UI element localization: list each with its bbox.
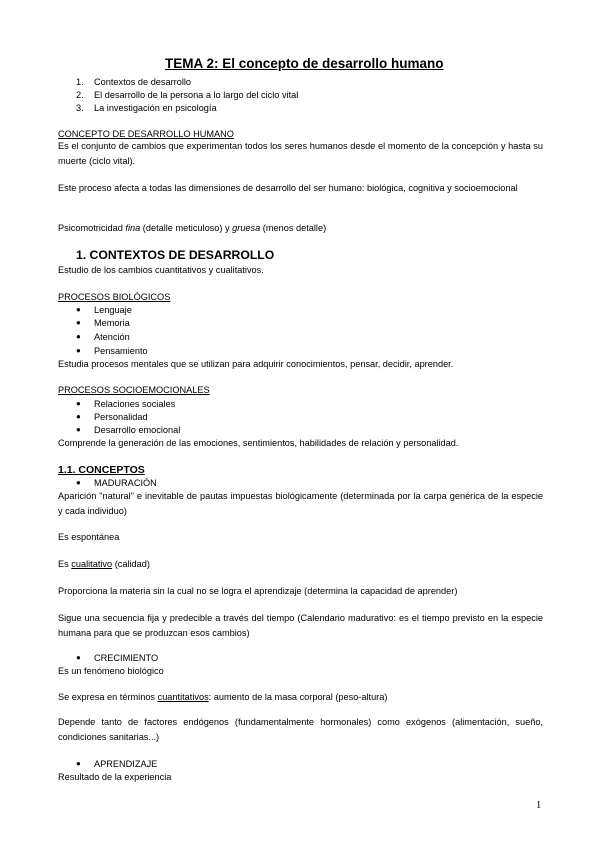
bullet-icon: ●: [76, 332, 81, 341]
bio-summary: Estudia procesos mentales que se utilizan para adquirir conocimientos, pensar, decidir, aprender.: [58, 359, 454, 369]
text-run: (menos detalle): [260, 223, 327, 233]
text-run: Psicomotricidad: [58, 223, 126, 233]
text-run: Se expresa en términos: [58, 692, 158, 702]
toc-text: Contextos de desarrollo: [94, 77, 192, 87]
bullet-icon: ●: [76, 425, 81, 434]
italic-term: fina: [125, 223, 141, 233]
text-run: : aumento de la masa corporal (peso-altura): [208, 692, 388, 702]
toc-item: [76, 89, 299, 101]
psicomotricidad-paragraph: [58, 222, 326, 234]
bullet-icon: ●: [76, 478, 81, 487]
bullet-icon: ●: [76, 318, 81, 327]
crecimiento-paragraph: [58, 691, 387, 703]
toc-item: [76, 76, 192, 88]
maduracion-paragraph: Es espontánea: [58, 532, 120, 542]
toc-item: [76, 102, 217, 114]
crecimiento-paragraph: Depende tanto de factores endógenos (fundamentalmente hormonales) como exógenos (alimentación, sueño, condiciones sanitarias...): [58, 717, 543, 742]
bullet-icon: ●: [76, 412, 81, 421]
section-heading: 1. CONTEXTOS DE DESARROLLO: [76, 248, 275, 262]
section-intro: Estudio de los cambios cuantitativos y cualitativos.: [58, 265, 264, 275]
italic-term: gruesa: [232, 223, 261, 233]
maduracion-paragraph: Proporciona la materia sin la cual no se logra el aprendizaje (determina la capacidad de aprender): [58, 586, 458, 596]
concepto-paragraph: Este proceso afecta a todas las dimensiones de desarrollo del ser humano: biológica, cognitiva y socioemocional: [58, 183, 518, 193]
concept-label-text: APRENDIZAJE: [94, 759, 158, 769]
page-number: 1: [536, 800, 542, 811]
bullet-icon: ●: [76, 399, 81, 408]
maduracion-paragraph: [58, 558, 150, 570]
toc-text: La investigación en psicología: [94, 103, 217, 113]
text-run: (calidad): [112, 559, 150, 569]
concept-label-text: MADURACIÓN: [94, 478, 157, 488]
list-item-text: Memoria: [94, 318, 130, 328]
socio-summary: Comprende la generación de las emociones, sentimientos, habilidades de relación y personalidad.: [58, 438, 459, 448]
list-item-text: Atención: [94, 332, 130, 342]
bullet-icon: ●: [76, 653, 81, 662]
underlined-term: cualitativo: [71, 559, 113, 569]
list-item-text: Personalidad: [94, 412, 148, 422]
concepto-paragraph: Es el conjunto de cambios que experimentan todos los seres humanos desde el momento de la concepción y hasta su muerte (ciclo vital).: [58, 141, 543, 166]
bio-heading: PROCESOS BIOLÓGICOS: [58, 292, 171, 302]
aprendizaje-paragraph: Resultado de la experiencia: [58, 772, 172, 782]
concepto-heading: CONCEPTO DE DESARROLLO HUMANO: [58, 129, 234, 139]
concept-label-text: CRECIMIENTO: [94, 653, 159, 663]
text-run: Es: [58, 559, 72, 569]
list-item-text: Desarrollo emocional: [94, 425, 181, 435]
bullet-icon: ●: [76, 346, 81, 355]
toc-number: 1.: [76, 77, 84, 87]
toc-number: 2.: [76, 90, 84, 100]
list-item-text: Pensamiento: [94, 346, 148, 356]
underlined-term: cuantitativos: [157, 692, 209, 702]
document-title: TEMA 2: El concepto de desarrollo humano: [165, 56, 444, 71]
socio-heading: PROCESOS SOCIOEMOCIONALES: [58, 385, 210, 395]
crecimiento-paragraph: Es un fenómeno biológico: [58, 666, 164, 676]
bullet-icon: ●: [76, 759, 81, 768]
toc-number: 3.: [76, 103, 84, 113]
toc-text: El desarrollo de la persona a lo largo del ciclo vital: [94, 90, 299, 100]
maduracion-paragraph: Sigue una secuencia fija y predecible a través del tiempo (Calendario madurativo: es el tiempo previsto en la especie humana para que se produzcan esos cambios): [58, 613, 543, 638]
list-item-text: Relaciones sociales: [94, 399, 176, 409]
subsection-heading: 1.1. CONCEPTOS: [58, 464, 145, 476]
text-run: (detalle meticuloso) y: [140, 223, 233, 233]
bullet-icon: ●: [76, 305, 81, 314]
maduracion-paragraph: Aparición "natural" e inevitable de pautas impuestas biológicamente (determinada por la carpa genérica de la especie y cada individuo): [58, 491, 543, 516]
list-item-text: Lenguaje: [94, 305, 132, 315]
